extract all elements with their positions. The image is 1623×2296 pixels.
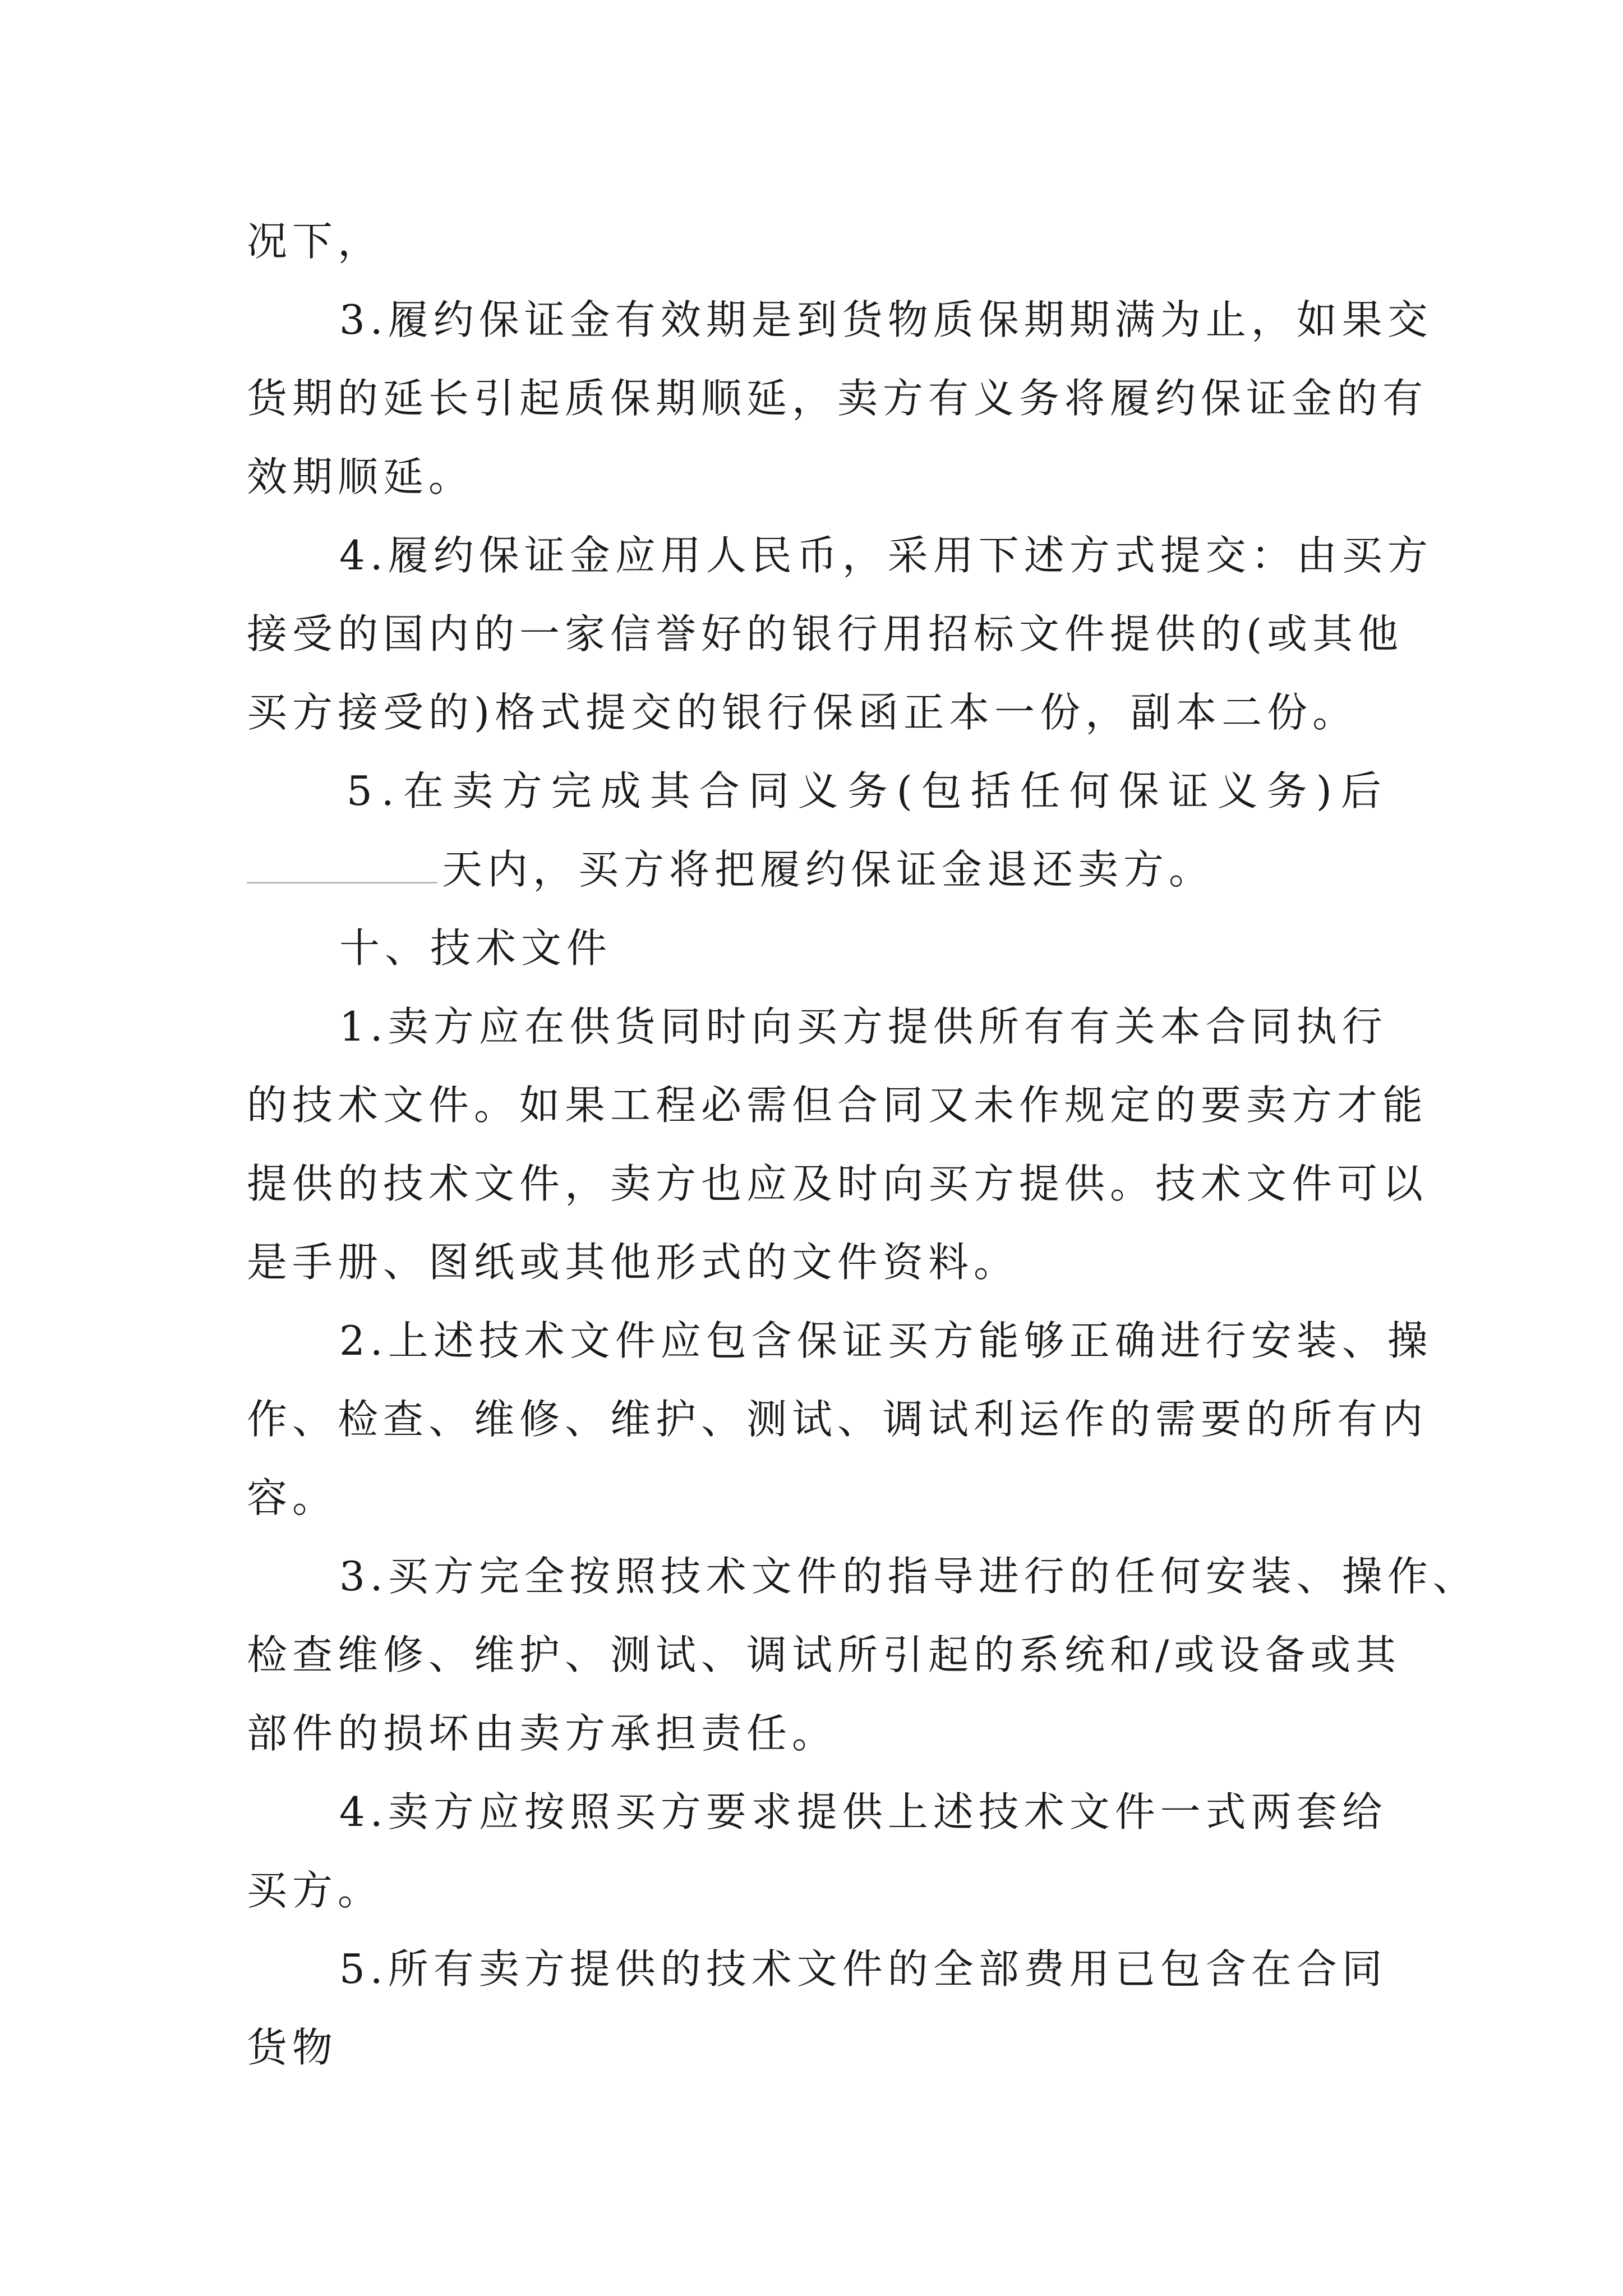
clause-3-line-2: 货期的延长引起质保期顺延，卖方有义务将履约保证金的有 bbox=[247, 375, 1428, 422]
clause-5-line-1: 5.在卖方完成其合同义务(包括任何保证义务)后 bbox=[347, 767, 1390, 815]
tech-clause-4-line-1: 4.卖方应按照买方要求提供上述技术文件一式两套给 bbox=[339, 1788, 1387, 1835]
tech-clause-5-line-2: 货物 bbox=[247, 2024, 338, 2071]
tech-clause-3-line-2: 检查维修、维护、测试、调试所引起的系统和/或设备或其 bbox=[247, 1631, 1401, 1678]
tech-clause-3-line-3: 部件的损坏由卖方承担责任。 bbox=[247, 1710, 838, 1757]
tech-clause-2-line-1: 2.上述技术文件应包含保证买方能够正确进行安装、操 bbox=[339, 1317, 1433, 1364]
clause-4-line-3: 买方接受的)格式提交的银行保函正本一份，副本二份。 bbox=[247, 689, 1358, 736]
fill-in-blank bbox=[247, 848, 437, 884]
tech-clause-1-line-2: 的技术文件。如果工程必需但合同又未作规定的要卖方才能 bbox=[247, 1082, 1428, 1129]
clause-5-line-2-text: 天内，买方将把履约保证金退还卖方。 bbox=[442, 846, 1215, 893]
tech-clause-2-line-3: 容。 bbox=[247, 1474, 338, 1521]
clause-3-line-1: 3.履约保证金有效期是到货物质保期期满为止，如果交 bbox=[339, 296, 1433, 343]
clause-4-line-1: 4.履约保证金应用人民币，采用下述方式提交：由买方 bbox=[339, 532, 1433, 579]
tech-clause-1-line-4: 是手册、图纸或其他形式的文件资料。 bbox=[247, 1239, 1020, 1286]
tech-clause-1-line-1: 1.卖方应在供货同时向买方提供所有有关本合同执行 bbox=[339, 1003, 1387, 1050]
tech-clause-1-line-3: 提供的技术文件，卖方也应及时向买方提供。技术文件可以 bbox=[247, 1160, 1428, 1207]
clause-5-line-2 bbox=[247, 836, 1391, 903]
tech-clause-4-line-2: 买方。 bbox=[247, 1867, 384, 1914]
section-heading: 十、技术文件 bbox=[339, 924, 612, 972]
clause-4-line-2: 接受的国内的一家信誉好的银行用招标文件提供的(或其他 bbox=[247, 610, 1404, 657]
tech-clause-3-line-1: 3.买方完全按照技术文件的指导进行的任何安装、操作、 bbox=[339, 1553, 1478, 1600]
text-line-1: 况下， bbox=[247, 218, 384, 265]
tech-clause-2-line-2: 作、检查、维修、维护、测试、调试利运作的需要的所有内 bbox=[247, 1396, 1428, 1443]
clause-3-line-3: 效期顺延。 bbox=[247, 453, 474, 500]
tech-clause-5-line-1: 5.所有卖方提供的技术文件的全部费用已包含在合同 bbox=[339, 1945, 1387, 1993]
